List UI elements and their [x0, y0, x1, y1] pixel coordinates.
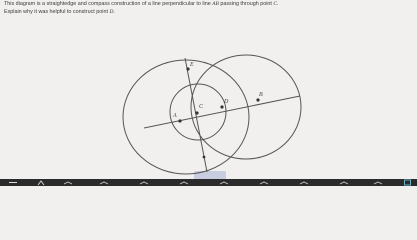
prompt-text: passing through point — [218, 1, 274, 7]
point-d — [220, 105, 223, 108]
back-icon[interactable] — [36, 179, 46, 186]
point-c — [195, 111, 198, 114]
chevron-icon[interactable] — [178, 179, 190, 186]
label-e: E — [190, 62, 194, 68]
prompt-text: . — [113, 8, 115, 15]
label-b: B — [259, 92, 263, 98]
app-icon[interactable] — [403, 179, 413, 186]
perpendicular-line — [185, 58, 207, 172]
chevron-icon[interactable] — [372, 179, 384, 186]
label-a: A — [173, 113, 177, 119]
chevron-icon[interactable] — [62, 179, 74, 186]
chevron-icon[interactable] — [338, 179, 350, 186]
chevron-icon[interactable] — [298, 179, 310, 186]
prompt-text: Explain why it was helpful to construct point — [4, 8, 110, 15]
prompt-text: This diagram is a straightedge and compass construction of a line perpendicular to line — [4, 1, 213, 7]
chevron-icon[interactable] — [138, 179, 150, 186]
segment-name: AB — [212, 1, 219, 7]
label-c: C — [199, 104, 204, 110]
point-name: D — [109, 8, 114, 15]
chevron-icon[interactable] — [218, 179, 230, 186]
menu-icon[interactable] — [8, 179, 18, 186]
line-ab — [144, 96, 300, 128]
point-b — [256, 98, 259, 101]
point-bottom — [203, 156, 206, 159]
chevron-icon[interactable] — [98, 179, 110, 186]
point-name: C — [273, 1, 278, 7]
prompt-text: . — [277, 1, 279, 7]
point-a — [178, 119, 181, 122]
label-d: D — [224, 99, 229, 105]
chevron-icon[interactable] — [258, 179, 270, 186]
taskbar — [0, 179, 417, 186]
